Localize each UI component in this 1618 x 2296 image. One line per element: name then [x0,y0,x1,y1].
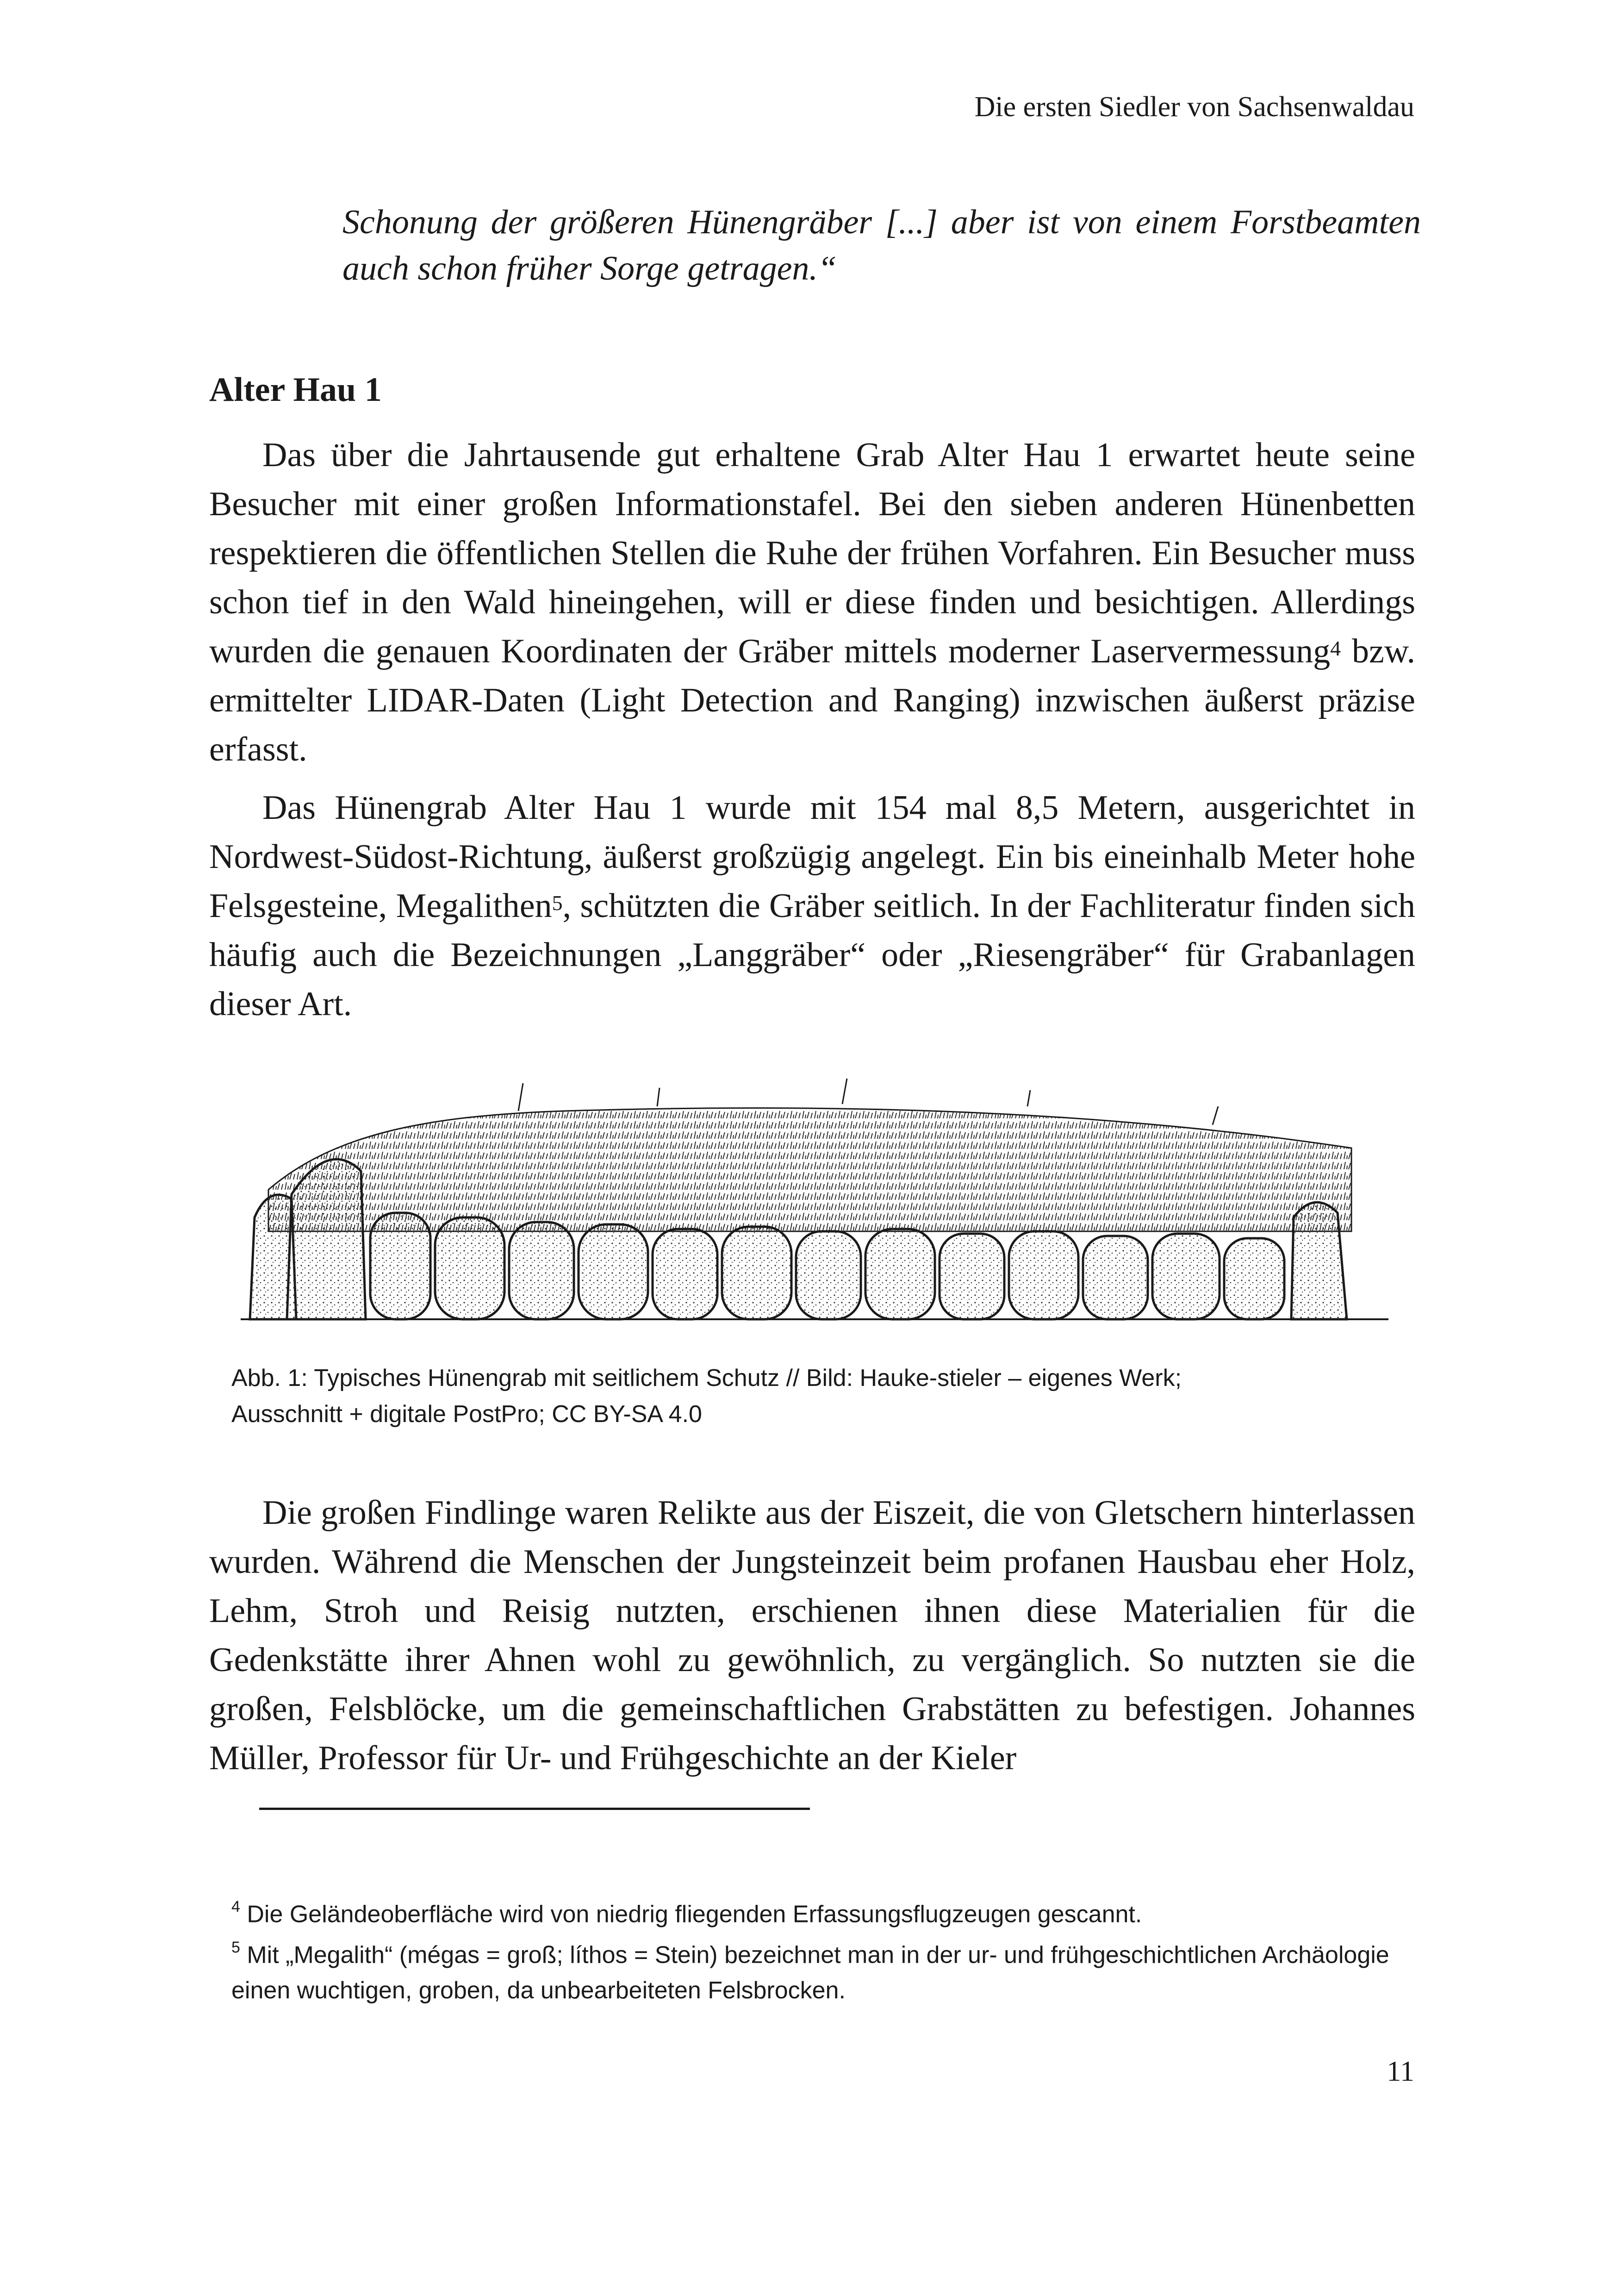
footnote-4 [231,1891,1425,1932]
footnote-separator [259,1808,810,1810]
page-number: 11 [1387,2056,1414,2087]
paragraph-1-text-a: Das über die Jahrtausende gut erhaltene Grab Alter Hau 1 erwartet heute seine Besucher mit einer großen Informationstafel. Bei den sieben anderen Hünenbetten respektieren die öffentlichen Stellen die Ruhe der frühen Vorfahren. Ein Besucher muss schon tief in den Wald hineingehen, will er diese finden und besichtigen. Allerdings wurden die genauen Koordinaten der Gräber mittels moderner Laservermessung [209,436,1415,670]
section-heading: Alter Hau 1 [209,371,382,409]
paragraph-1-text-b: bzw. ermittelter LIDAR-Daten (Light Detection and Ranging) inzwischen äußerst präzise erfasst. [209,632,1415,768]
megalith-illustration [241,1079,1388,1338]
paragraph-2 [209,783,1415,1029]
footnote-marker-5[interactable]: 5 [552,891,563,915]
footnotes [231,1891,1425,2008]
figure-caption [231,1360,1416,1432]
hunengrab-drawing [241,1079,1388,1338]
caption-line-2: Ausschnitt + digitale PostPro; CC BY-SA 4.0 [231,1401,702,1428]
paragraph-2-text-a: Das Hünengrab Alter Hau 1 wurde mit 154 mal 8,5 Metern, ausgerichtet in Nordwest-Südost-Richtung, äußerst großzügig angelegt. Ein bis eineinhalb Meter hohe Felsgesteine, Megalithen [209,789,1415,925]
body-upper [209,430,1415,1029]
footnote-4-text: Die Geländeoberfläche wird von niedrig fliegenden Erfassungsflugzeugen gescannt. [240,1901,1142,1928]
footnote-5 [231,1932,1425,2008]
paragraph-3: Die großen Findlinge waren Relikte aus der Eiszeit, die von Gletschern hinterlassen wurden. Während die Menschen der Jungsteinzeit beim profanen Hausbau eher Holz, Lehm, Stroh und Reisig nutzten, erschienen ihnen diese Materialien für die Gedenkstätte ihrer Ahnen wohl zu gewöhnlich, zu vergänglich. So nutzten sie die großen, Felsblöcke, um die gemeinschaftlichen Grabstätten zu befestigen. Johannes Müller, Professor für Ur- und Frühgeschichte an der Kieler [209,1494,1415,1777]
footnote-5-text: Mit „Megalith“ (mégas = groß; líthos = Stein) bezeichnet man in der ur- und frühgeschichtlichen Archäologie einen wuchtigen, groben, da unbearbeiteten Felsbrocken. [231,1941,1389,2004]
footnote-marker-4[interactable]: 4 [1330,636,1341,660]
block-quote: Schonung der größeren Hünengräber [...] aber ist von einem Forstbeamten auch schon früher Sorge getragen.“ [342,203,1421,287]
footnote-5-number: 5 [231,1939,240,1957]
body-lower [209,1488,1415,1783]
caption-line-1: Abb. 1: Typisches Hünengrab mit seitlichem Schutz // Bild: Hauke-stieler – eigenes Werk; [231,1365,1182,1391]
footnote-4-number: 4 [231,1898,240,1915]
paragraph-1 [209,430,1415,774]
running-header: Die ersten Siedler von Sachsenwaldau [974,91,1414,123]
paragraph-2-text-b: , schützten die Gräber seitlich. In der Fachliteratur finden sich häufig auch die Bezeichnungen „Langgräber“ oder „Riesengräber“ für Grabanlagen dieser Art. [209,887,1415,1023]
